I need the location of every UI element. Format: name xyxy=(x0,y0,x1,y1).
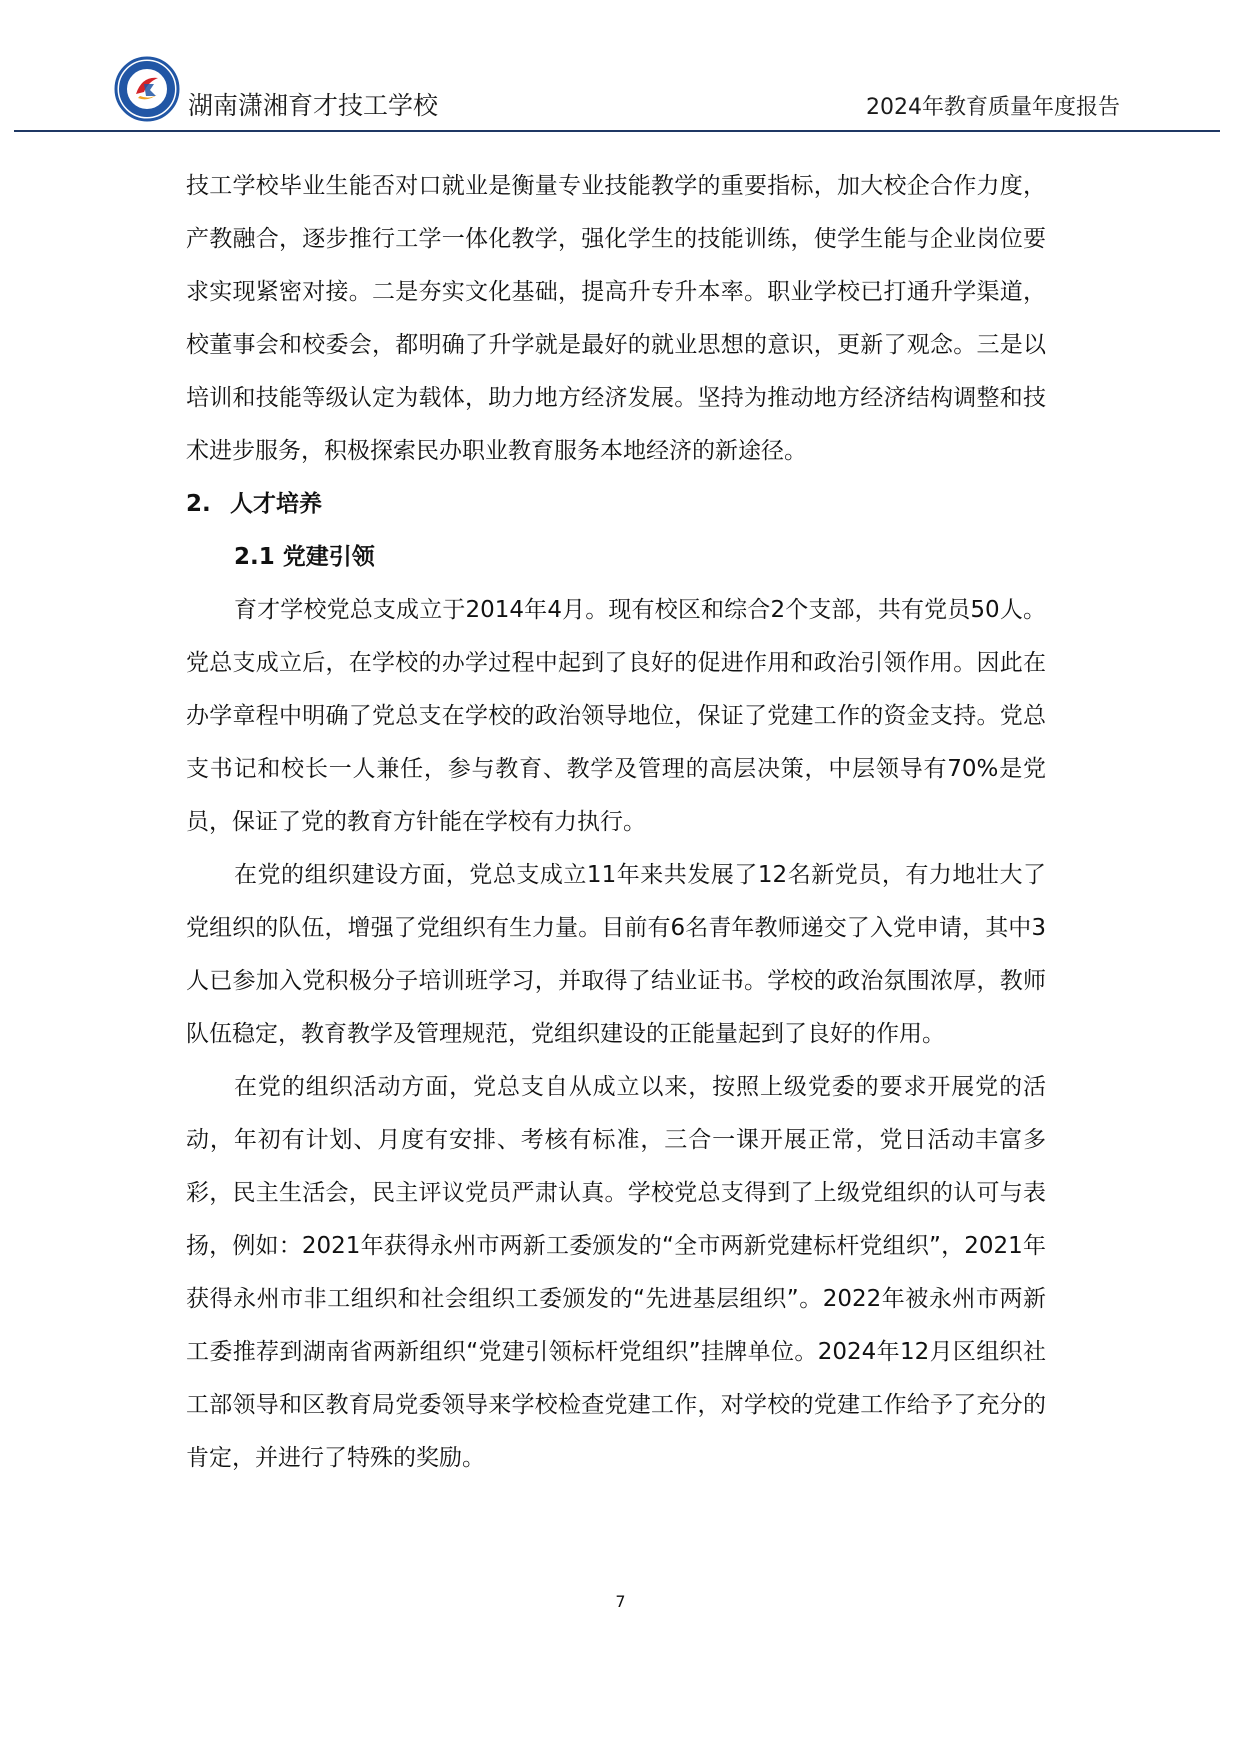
report-title: 2024年教育质量年度报告 xyxy=(866,95,1120,120)
subsection-heading: 2.1 党建引领 xyxy=(234,544,375,570)
page-number: 7 xyxy=(615,1592,626,1611)
paragraph: 育才学校党总支成立于2014年4月。现有校区和综合2个支部，共有党员50人。党总支成立后，在学校的办学过程中起到了良好的促进作用和政治引领作用。因此在办学章程中明确了党总支在学校的政治领导地位，保证了党建工作的资金支持。党总支书记和校长一人兼任，参与教育、教学及管理的高层决策，中层领导有70%是党员，保证了党的教育方针能在学校有力执行。 xyxy=(186,597,1046,835)
section-heading xyxy=(186,478,1046,531)
school-logo-icon xyxy=(114,56,180,122)
main-content xyxy=(186,160,1046,1485)
school-name: 湖南潇湘育才技工学校 xyxy=(188,91,439,120)
paragraph: 在党的组织活动方面，党总支自从成立以来，按照上级党委的要求开展党的活动，年初有计划、月度有安排、考核有标准，三合一课开展正常，党日活动丰富多彩，民主生活会，民主评议党员严肃认真。学校党总支得到了上级党组织的认可与表扬，例如：2021年获得永州市两新工委颁发的“全市两新党建标杆党组织”，2021年获得永州市非工组织和社会组织工委颁发的“先进基层组织”。2022年被永州市两新工委推荐到湖南省两新组织“党建引领标杆党组织”挂牌单位。2024年12月区组织社工部领导和区教育局党委领导来学校检查党建工作，对学校的党建工作给予了充分的肯定，并进行了特殊的奖励。 xyxy=(186,1074,1046,1471)
page-header xyxy=(14,46,1220,132)
paragraph: 在党的组织建设方面，党总支成立11年来共发展了12名新党员，有力地壮大了党组织的队伍，增强了党组织有生力量。目前有6名青年教师递交了入党申请，其中3人已参加入党积极分子培训班学习，并取得了结业证书。学校的政治氛围浓厚，教师队伍稳定，教育教学及管理规范，党组织建设的正能量起到了良好的作用。 xyxy=(186,862,1046,1047)
section-title: 人才培养 xyxy=(230,491,322,517)
section-number: 2. xyxy=(186,491,211,517)
intro-paragraph: 技工学校毕业生能否对口就业是衡量专业技能教学的重要指标，加大校企合作力度，产教融合，逐步推行工学一体化教学，强化学生的技能训练，使学生能与企业岗位要求实现紧密对接。二是夯实文化基础，提高升专升本率。职业学校已打通升学渠道，校董事会和校委会，都明确了升学就是最好的就业思想的意识，更新了观念。三是以培训和技能等级认定为载体，助力地方经济发展。坚持为推动地方经济结构调整和技术进步服务，积极探索民办职业教育服务本地经济的新途径。 xyxy=(186,173,1046,464)
